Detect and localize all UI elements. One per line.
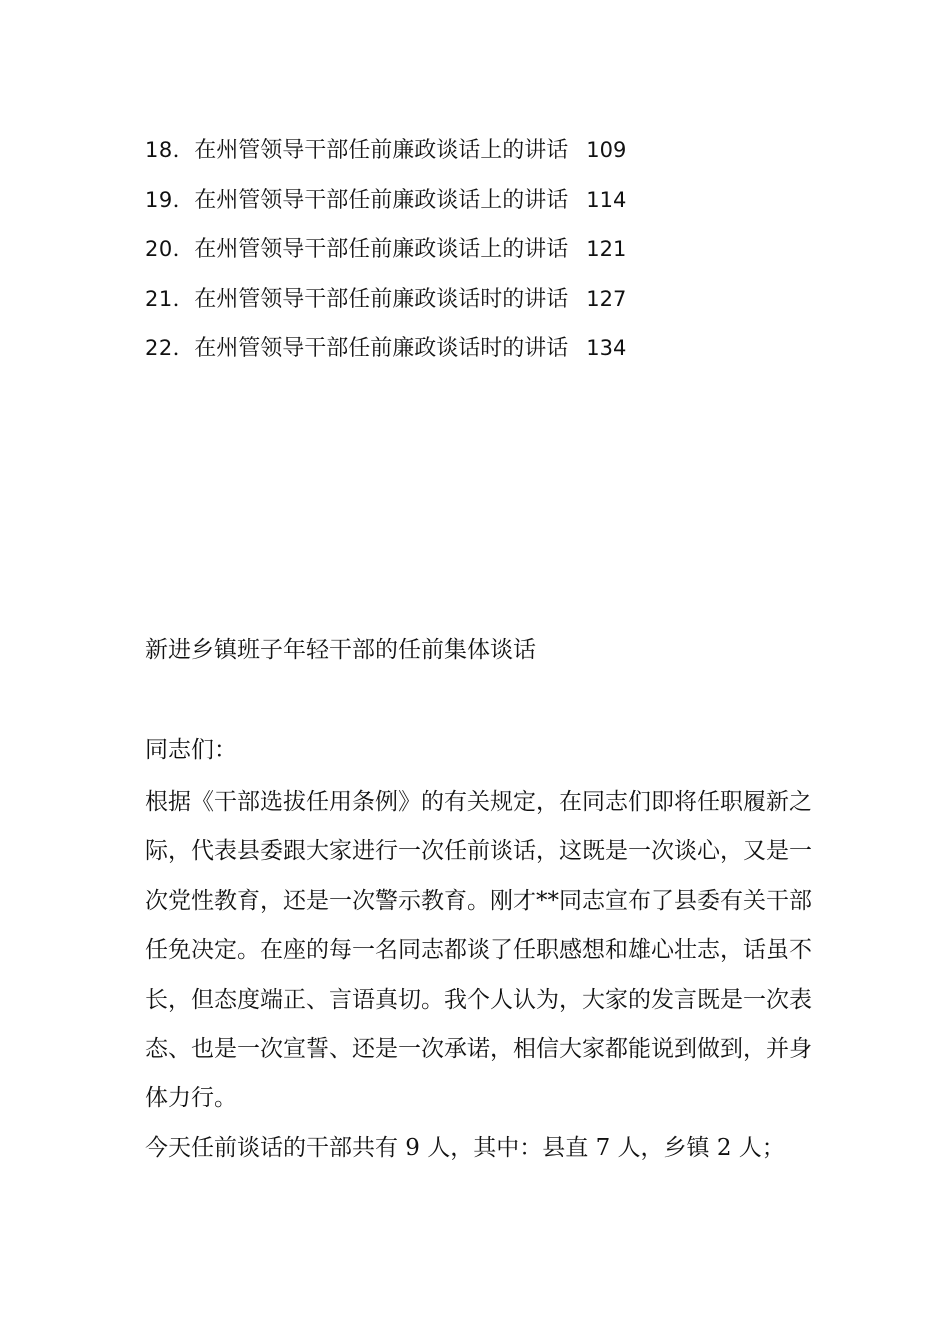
toc-item-number: 19． (145, 187, 195, 212)
toc-item-number: 20． (145, 237, 195, 261)
toc-item-21[interactable] (145, 279, 785, 329)
toc-item-20[interactable] (145, 229, 785, 279)
toc-item-22[interactable] (145, 328, 785, 378)
body-paragraph: 今天任前谈话的干部共有 9 人，其中：县直 7 人，乡镇 2 人； (145, 1134, 785, 1161)
document-title: 新进乡镇班子年轻干部的任前集体谈话 (145, 637, 536, 663)
toc-item-19[interactable] (145, 180, 785, 230)
greeting: 同志们： (145, 737, 237, 763)
toc-item-number: 18． (145, 138, 195, 162)
toc-item-18[interactable] (145, 130, 785, 180)
toc-item-title: 在州管领导干部任前廉政谈话上的讲话 (194, 187, 569, 213)
toc-item-page: 121 (586, 237, 627, 261)
toc-item-title: 在州管领导干部任前廉政谈话时的讲话 (194, 336, 569, 361)
table-of-contents (145, 130, 785, 378)
toc-item-page: 127 (586, 286, 627, 311)
body-paragraph: 根据《干部选拔任用条例》的有关规定，在同志们即将任职履新之际，代表县委跟大家进行一次任前谈话，这既是一次谈心，又是一次党性教育，还是一次警示教育。刚才**同志宣布了县委有关干部任免决定。在座的每一名同志都谈了任职感想和雄心壮志，话虽不长，但态度端正、言语真切。我个人认为，大家的发言既是一次表态、也是一次宣誓、还是一次承诺，相信大家都能说到做到，并身体力行。 (145, 789, 812, 1112)
toc-item-page: 134 (586, 336, 627, 360)
document-body (145, 778, 815, 1173)
toc-item-number: 22． (145, 336, 195, 360)
toc-item-number: 21． (145, 286, 195, 311)
toc-item-title: 在州管领导干部任前廉政谈话上的讲话 (194, 138, 569, 163)
toc-item-title: 在州管领导干部任前廉政谈话上的讲话 (194, 237, 569, 262)
toc-item-page: 109 (586, 138, 627, 162)
toc-item-page: 114 (586, 187, 627, 212)
toc-item-title: 在州管领导干部任前廉政谈话时的讲话 (194, 286, 569, 312)
